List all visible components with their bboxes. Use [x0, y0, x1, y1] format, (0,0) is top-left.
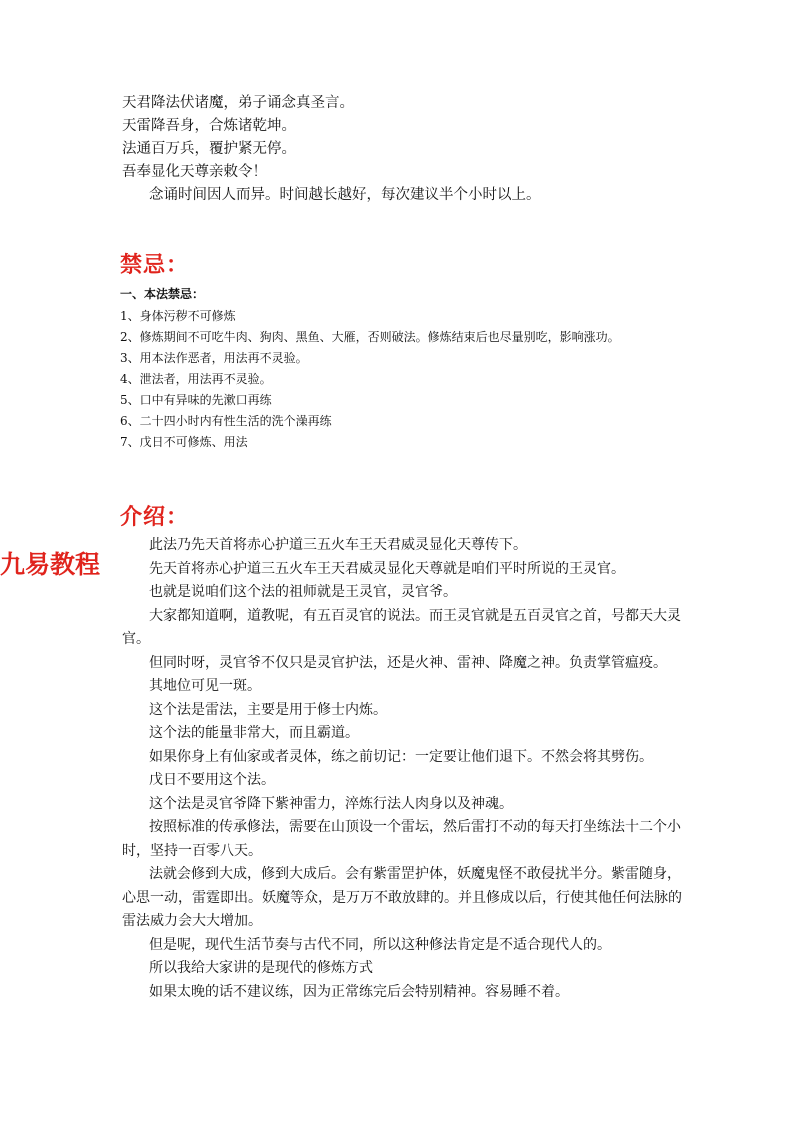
intro-paragraph: 按照标准的传承修法，需要在山顶设一个雷坛，然后雷打不动的每天打坐练法十二个小时，坚持一百零八天。 [122, 819, 681, 859]
taboo-item: 5、口中有异味的先漱口再练 [120, 393, 272, 407]
taboo-heading: 禁忌： [120, 253, 190, 278]
intro-paragraph: 先天首将赤心护道三五火车王天君威灵显化天尊就是咱们平时所说的王灵官。 [149, 560, 625, 577]
taboo-item: 3、用本法作恶者，用法再不灵验。 [120, 351, 308, 365]
taboo-item: 6、二十四小时内有性生活的洗个澡再练 [120, 414, 332, 428]
verse-line: 天雷降吾身，合炼诸乾坤。 [122, 118, 296, 134]
intro-body [122, 534, 682, 1004]
taboo-item: 1、身体污秽不可修炼 [120, 309, 236, 323]
intro-paragraph: 这个法是灵官爷降下紫神雷力，淬炼行法人肉身以及神魂。 [149, 795, 513, 812]
taboo-item: 4、泄法者，用法再不灵验。 [120, 372, 272, 386]
intro-paragraph: 这个法是雷法，主要是用于修士内炼。 [149, 701, 387, 718]
intro-paragraph: 但同时呀，灵官爷不仅只是灵官护法，还是火神、雷神、降魔之神。负责掌管瘟疫。 [149, 654, 667, 671]
taboo-list [120, 284, 680, 453]
intro-paragraph: 此法乃先天首将赤心护道三五火车王天君威灵显化天尊传下。 [149, 537, 527, 553]
intro-paragraph: 戊日不要用这个法。 [149, 772, 275, 788]
intro-paragraph: 如果你身上有仙家或者灵体，练之前切记：一定要让他们退下。不然会将其劈伤。 [149, 748, 653, 765]
incantation-verse [122, 92, 682, 207]
taboo-item: 7、戊日不可修炼、用法 [120, 435, 248, 449]
intro-paragraph: 如果太晚的话不建议练，因为正常练完后会特别精神。容易睡不着。 [149, 983, 569, 1000]
verse-line: 法通百万兵，覆护紧无停。 [122, 141, 296, 157]
intro-paragraph: 大家都知道啊，道教呢，有五百灵官的说法。而王灵官就是五百灵官之首，号都天大灵官。 [122, 607, 681, 647]
intro-paragraph: 所以我给大家讲的是现代的修炼方式 [149, 960, 373, 976]
intro-paragraph: 也就是说咱们这个法的祖师就是王灵官，灵官爷。 [149, 584, 457, 600]
intro-paragraph: 其地位可见一斑。 [149, 678, 261, 694]
intro-paragraph: 但是呢，现代生活节奏与古代不同，所以这种修法肯定是不适合现代人的。 [149, 936, 611, 953]
intro-paragraph: 法就会修到大成，修到大成后。会有紫雷罡护体，妖魔鬼怪不敢侵扰半分。紫雷随身，心思一动，雷霆即出。妖魔等众，是万万不敢放肆的。并且修成以后，行使其他任何法脉的雷法威力会大大增加。 [122, 866, 682, 929]
verse-line: 天君降法伏诸魔，弟子诵念真圣言。 [122, 95, 354, 111]
verse-line: 吾奉显化天尊亲敕令！ [122, 164, 267, 180]
taboo-list-title: 一、本法禁忌： [120, 287, 205, 301]
intro-heading: 介绍： [120, 505, 190, 530]
taboo-item: 2、修炼期间不可吃牛肉、狗肉、黑鱼、大雁，否则破法。修炼结束后也尽量别吃，影响涨功。 [120, 330, 620, 344]
intro-paragraph: 这个法的能量非常大，而且霸道。 [149, 725, 359, 741]
verse-note: 念诵时间因人而异。时间越长越好，每次建议半个小时以上。 [149, 187, 541, 203]
watermark-label: 九易教程 [0, 550, 101, 579]
